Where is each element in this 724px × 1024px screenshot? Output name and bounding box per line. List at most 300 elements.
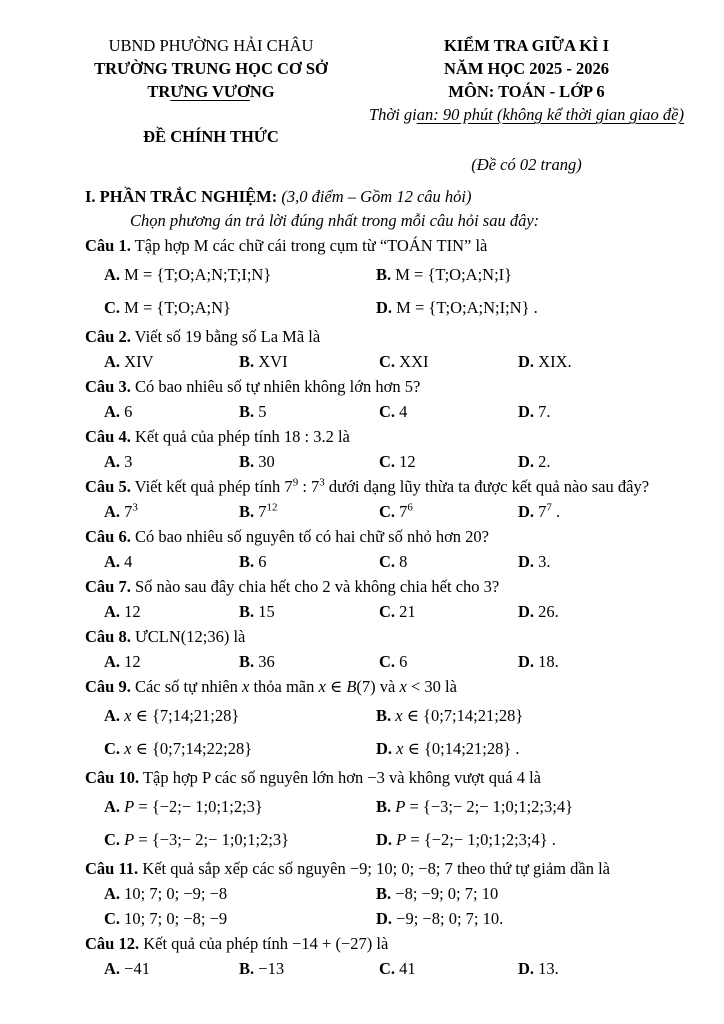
question-number: Câu 6. [85,527,131,546]
option-text [399,652,407,671]
option-text [124,652,141,671]
text-part: = {−2;− 1;0;1;2;3} [134,797,263,816]
option-D [518,449,716,474]
text-part: 6 [399,652,408,671]
option-text [124,884,227,903]
section-title: I. PHẦN TRẮC NGHIỆM: [85,187,278,206]
exam-title: KIỂM TRA GIỮA KÌ I [443,36,610,55]
option-label: D. [376,298,393,317]
question-number: Câu 3. [85,377,131,396]
option-B [376,699,716,732]
option-label: B. [239,352,255,371]
option-C [379,649,518,674]
option-text [124,830,289,849]
section-points: (3,0 điểm – Gồm 12 câu hỏi) [281,187,472,206]
text-part: (7) và [356,677,400,696]
text-part: XIX. [538,352,572,371]
option-A [104,349,239,374]
text-part: 6 [258,552,267,571]
text-part: 7 [538,502,547,521]
subject-grade: MÔN: TOÁN - LỚP 6 [448,82,605,101]
option-D [518,956,716,981]
text-part: −41 [124,959,150,978]
header-school-block [85,34,337,176]
text-part: XXI [399,352,429,371]
question-7 [85,574,716,624]
text-part: Kết quả sắp xếp các số nguyên −9; 10; 0; −8; 7 theo thứ tự giảm dần là [142,859,611,878]
option-B [239,449,379,474]
text-part: 2. [538,452,551,471]
question-text-line [85,233,716,258]
option-text [399,452,416,471]
option-B [376,258,716,291]
option-text [258,452,275,471]
option-text [124,298,231,317]
option-label: A. [104,884,121,903]
text-part: 7. [538,402,551,421]
option-C [379,549,518,574]
duration-note-pre: Thời gi [368,105,417,124]
text-part: : 7 [298,477,320,496]
option-A [104,599,239,624]
issuer-line: UBND PHƯỜNG HẢI CHÂU [108,36,314,55]
option-A [104,499,239,524]
text-part: thỏa mãn [249,677,319,696]
option-text [124,352,153,371]
text-part: −8; −9; 0; 7; 10 [395,884,499,903]
option-label: A. [104,797,121,816]
text-part: ∈ {0;7;14;22;28} [131,739,253,758]
option-label: D. [376,909,393,928]
options-grid [85,956,716,981]
option-text [258,502,277,521]
options-grid [85,499,716,524]
question-text [135,327,321,346]
page-count-note: (Đề có 02 trang) [471,155,582,174]
option-label: B. [239,552,255,571]
text-part: P [395,797,406,816]
option-label: A. [104,402,121,421]
question-text [135,577,499,596]
option-text [399,352,428,371]
option-label: D. [518,959,535,978]
option-label: C. [379,502,396,521]
option-text [258,602,275,621]
option-label: C. [379,352,396,371]
options-grid [85,549,716,574]
question-8 [85,624,716,674]
option-label: C. [379,402,396,421]
option-label: B. [239,959,255,978]
text-part: Số nào sau đây chia hết cho 2 và không chia hết cho 3? [134,577,500,596]
question-number: Câu 5. [85,477,131,496]
text-part: x [124,706,132,725]
option-text [399,402,407,421]
option-B [239,599,379,624]
option-label: C. [379,959,396,978]
duration-note [337,103,716,126]
text-part: Tập hợp M các chữ cái trong cụm từ “TOÁN TIN” là [134,236,488,255]
text-part: ∈ {0;7;14;21;28} [402,706,524,725]
question-text [135,236,488,255]
text-part: x [241,677,250,696]
option-D [376,291,716,324]
option-text [538,402,550,421]
question-6 [85,524,716,574]
superscript: 12 [266,501,278,514]
option-text [396,739,519,758]
option-label: C. [379,652,396,671]
text-part: Tập hợp P các số nguyên lớn hơn −3 và không vượt quá 4 là [142,768,541,787]
superscript: 7 [546,501,552,514]
option-A [104,449,239,474]
option-text [258,352,287,371]
question-text [135,677,457,696]
option-D [518,499,716,524]
option-C [104,823,376,856]
option-label: C. [379,452,396,471]
question-text [135,627,245,646]
text-part: 26. [538,602,559,621]
text-part: = {−3;− 2;− 1;0;1;2;3;4} [405,797,574,816]
option-text [124,452,132,471]
option-label: B. [376,706,392,725]
school-type-line: TRƯỜNG TRUNG HỌC CƠ SỞ [94,59,328,78]
option-text [395,884,498,903]
text-part: Có bao nhiêu số nguyên tố có hai chữ số nhỏ hơn 20? [134,527,490,546]
header-exam-block [337,34,716,176]
option-label: A. [104,265,121,284]
question-9 [85,674,716,765]
option-label: A. [104,352,121,371]
option-C [379,956,518,981]
question-text-line [85,374,716,399]
option-B [376,790,716,823]
superscript: 3 [319,476,325,489]
option-text [124,502,138,521]
option-text [124,706,239,725]
text-part: = {−3;− 2;− 1;0;1;2;3} [134,830,290,849]
option-C [104,732,376,765]
text-part: x [395,706,403,725]
text-part: 18. [538,652,559,671]
option-label: B. [239,602,255,621]
option-label: C. [104,298,121,317]
option-label: C. [379,552,396,571]
text-part: = {−2;− 1;0;1;2;3;4} . [406,830,556,849]
text-part: x [124,739,132,758]
option-D [376,732,716,765]
option-label: C. [104,739,121,758]
superscript: 6 [407,501,413,514]
option-C [379,349,518,374]
question-text-line [85,765,716,790]
option-text [399,959,416,978]
option-C [379,599,518,624]
option-text [538,959,559,978]
question-number: Câu 10. [85,768,140,787]
text-part: 3 [124,452,133,471]
option-text [538,352,571,371]
option-label: D. [376,830,393,849]
options-grid [85,449,716,474]
question-number: Câu 1. [85,236,131,255]
text-part: x [318,677,326,696]
school-name-post: NG [249,82,275,101]
question-text-line [85,524,716,549]
text-part: ∈ [325,677,347,696]
text-part: XIV [124,352,154,371]
option-text [395,706,523,725]
text-part: Kết quả của phép tính −14 + (−27) là [143,934,389,953]
option-text [124,739,252,758]
text-part: 12 [124,602,141,621]
question-text-line [85,624,716,649]
text-part: ∈ {0;14;21;28} . [403,739,520,758]
option-text [538,452,550,471]
option-D [518,649,716,674]
text-part: XVI [258,352,288,371]
text-part: 5 [258,402,267,421]
option-C [104,291,376,324]
option-text [396,830,556,849]
school-year: NĂM HỌC 2025 - 2026 [444,59,609,78]
question-text-line [85,324,716,349]
document-header [85,34,716,176]
option-label: D. [518,402,535,421]
question-text [135,477,649,496]
options-grid [85,258,716,324]
question-text [142,859,610,878]
question-text-line [85,574,716,599]
option-B [239,399,379,424]
option-text [124,402,132,421]
option-text [124,552,132,571]
question-text [143,768,541,787]
text-part: 21 [399,602,416,621]
text-part: 3. [538,552,551,571]
option-text [258,959,284,978]
text-part: 8 [399,552,408,571]
text-part: 10; 7; 0; −8; −9 [124,909,228,928]
question-number: Câu 9. [85,677,131,696]
text-part: P [396,830,407,849]
text-part: . [551,502,561,521]
text-part: 30 [258,452,275,471]
option-C [379,399,518,424]
text-part: 10; 7; 0; −9; −8 [124,884,228,903]
text-part: M = {T;O;A;N;I} [395,265,513,284]
option-text [124,909,227,928]
superscript: 3 [132,501,138,514]
text-part: 7 [399,502,408,521]
option-B [239,649,379,674]
option-text [258,552,266,571]
question-text [135,427,350,446]
option-text [538,602,559,621]
options-grid [85,881,716,931]
option-label: B. [239,502,255,521]
option-text [399,552,407,571]
options-grid [85,790,716,856]
text-part: −13 [258,959,285,978]
options-grid [85,349,716,374]
option-label: B. [239,402,255,421]
option-text [258,402,266,421]
option-label: D. [518,352,535,371]
option-text [124,797,263,816]
question-text-line [85,856,716,881]
option-D [376,906,716,931]
option-text [395,797,573,816]
text-part: 12 [124,652,141,671]
option-text [396,909,503,928]
option-label: A. [104,502,121,521]
section-heading [85,185,716,209]
option-text [538,552,550,571]
option-label: C. [104,830,121,849]
option-label: D. [518,452,535,471]
option-B [239,956,379,981]
text-part: x [396,739,404,758]
option-text [395,265,512,284]
text-part: P [124,830,135,849]
text-part: Kết quả của phép tính 18 : 3.2 là [134,427,350,446]
option-C [379,449,518,474]
question-text-line [85,474,716,499]
text-part: ∈ {7;14;21;28} [131,706,240,725]
option-A [104,790,376,823]
option-label: B. [376,265,392,284]
text-part: 7 [258,502,267,521]
option-D [518,549,716,574]
option-label: A. [104,452,121,471]
options-grid [85,599,716,624]
question-3 [85,374,716,424]
option-A [104,258,376,291]
option-B [376,881,716,906]
option-label: C. [379,602,396,621]
text-part: 15 [258,602,275,621]
option-label: C. [104,909,121,928]
text-part: B [346,677,357,696]
question-5 [85,474,716,524]
options-grid [85,699,716,765]
school-name-underlined: ƯNG VƯƠ [170,82,250,101]
text-part: < 30 là [406,677,457,696]
option-C [379,499,518,524]
option-label: B. [376,797,392,816]
option-label: A. [104,552,121,571]
option-B [239,549,379,574]
option-C [104,906,376,931]
school-name-pre: TR [147,82,171,101]
question-text [135,377,420,396]
option-A [104,956,239,981]
text-part: Có bao nhiêu số tự nhiên không lớn hơn 5? [134,377,421,396]
superscript: 9 [292,476,299,489]
text-part: x [399,677,407,696]
question-number: Câu 12. [85,934,140,953]
option-label: B. [239,652,255,671]
options-grid [85,399,716,424]
question-number: Câu 11. [85,859,139,878]
question-number: Câu 8. [85,627,131,646]
text-part: Viết kết quả phép tính 7 [134,477,293,496]
option-D [518,599,716,624]
question-2 [85,324,716,374]
text-part: M = {T;O;A;N} [124,298,231,317]
option-label: D. [376,739,393,758]
option-B [239,499,379,524]
option-label: A. [104,602,121,621]
text-part: dưới dạng lũy thừa ta được kết quả nào sau đây? [324,477,650,496]
text-part: 4 [124,552,133,571]
option-A [104,549,239,574]
question-list [85,233,716,981]
option-A [104,699,376,732]
text-part: 4 [399,402,408,421]
option-label: A. [104,652,121,671]
text-part: 13. [538,959,559,978]
option-label: B. [239,452,255,471]
option-D [518,349,716,374]
option-text [396,298,538,317]
question-text-line [85,424,716,449]
option-text [538,652,559,671]
option-label: D. [518,602,535,621]
text-part: M = {T;O;A;N;T;I;N} [124,265,272,284]
text-part: Viết số 19 bằng số La Mã là [134,327,321,346]
text-part: 7 [124,502,133,521]
option-D [518,399,716,424]
option-text [124,265,271,284]
duration-note-underlined: an: 90 phút (không kể thời gian giao đề) [416,105,685,124]
text-part: ƯCLN(12;36) là [134,627,246,646]
text-part: 41 [399,959,416,978]
option-text [124,959,150,978]
option-label: A. [104,959,121,978]
question-number: Câu 7. [85,577,131,596]
option-label: D. [518,652,535,671]
text-part: 12 [399,452,416,471]
option-label: D. [518,502,535,521]
instruction-text: Chọn phương án trả lời đúng nhất trong mỗi câu hỏi sau đây: [130,211,540,230]
question-number: Câu 2. [85,327,131,346]
school-name [85,80,337,103]
option-label: A. [104,706,121,725]
option-A [104,649,239,674]
option-A [104,399,239,424]
option-B [239,349,379,374]
text-part: 6 [124,402,133,421]
question-number: Câu 4. [85,427,131,446]
question-text [135,527,489,546]
question-11 [85,856,716,931]
question-10 [85,765,716,856]
question-4 [85,424,716,474]
option-text [399,502,413,521]
text-part: P [124,797,135,816]
text-part: M = {T;O;A;N;I;N} . [396,298,538,317]
option-text [538,502,560,521]
option-text [399,602,416,621]
option-label: D. [518,552,535,571]
text-part: Các số tự nhiên [134,677,242,696]
option-D [376,823,716,856]
text-part: 36 [258,652,275,671]
option-label: B. [376,884,392,903]
